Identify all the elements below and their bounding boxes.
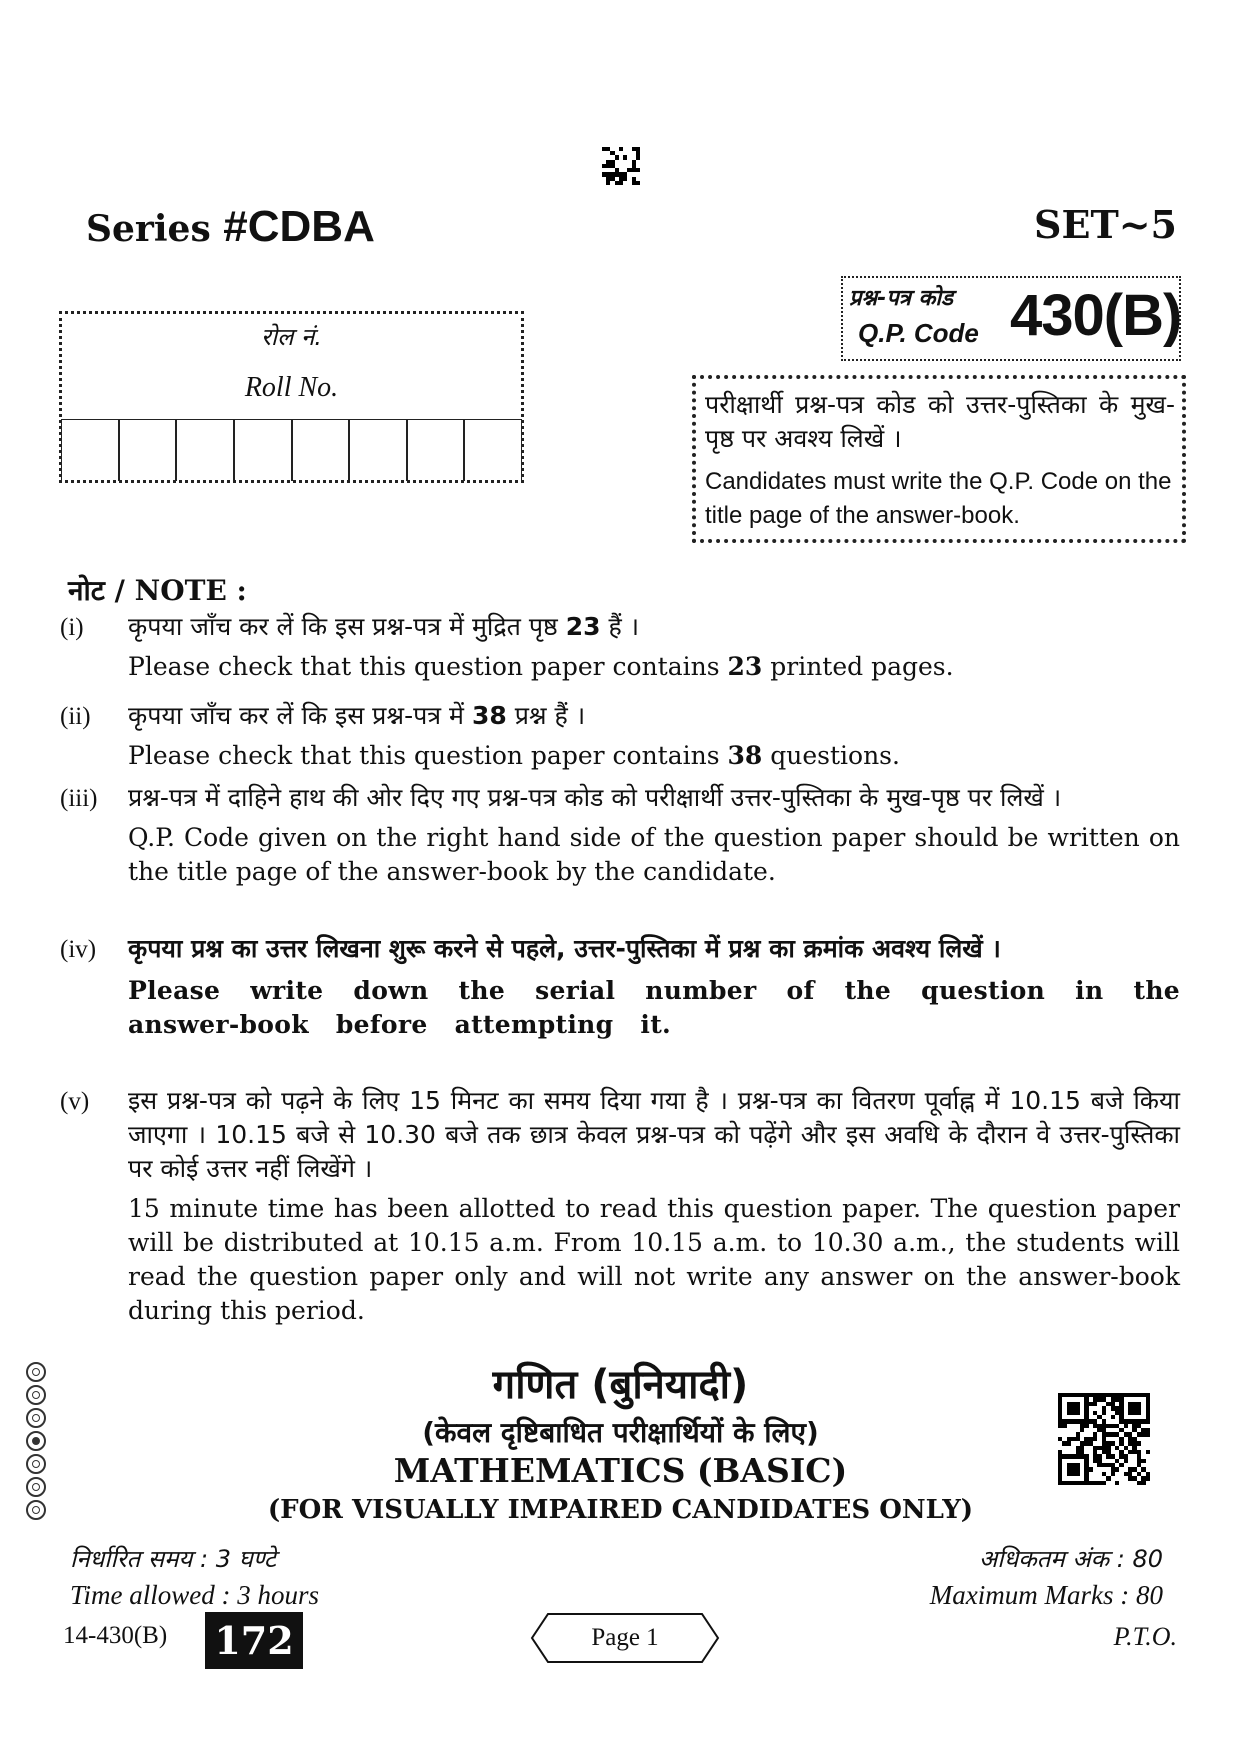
max-marks: Maximum Marks : 80 [929,1580,1163,1610]
series-prefix: Series [86,208,211,250]
roll-label: Roll No. [244,372,339,403]
note-heading: नोट / NOTE : [68,574,247,607]
max-marks-hindi: अधिकतम अंक : 80 [978,1545,1163,1573]
qr-code-small [602,147,640,185]
note-item-hindi: कृपया जाँच कर लें कि इस प्रश्न-पत्र में मुद्रित पृष्ठ 23 हैं । [128,612,640,641]
subject-title-hindi: गणित (बुनियादी) [492,1362,749,1408]
note-item-hindi: इस प्रश्न-पत्र को पढ़ने के लिए 15 मिनट का समय दिया गया है । प्रश्न-पत्र का वितरण पूर्वाह्न में 10.15 बजे किया जाएगा । 10.15 बजे से 10.30 बजे तक छात्र केवल प्रश्न-पत्र को पढ़ेंगे और इस अवधि के दौरान वे उत्तर-पुस्तिका पर कोई उत्तर नहीं लिखेंगे । [128,1086,1180,1183]
note-item-1 [128,610,1180,684]
note-item-label: (iv) [60,936,97,963]
set-label: SET~5 [1034,202,1177,247]
note-item-hindi: कृपया जाँच कर लें कि इस प्रश्न-पत्र में 38 प्रश्न हैं । [128,701,586,730]
note-item-english: Q.P. Code given on the right hand side of the question paper should be written on the title page of the answer-book by the candidate. [128,823,1180,886]
roll-cell[interactable] [119,419,177,481]
note-item-english: Please check that this question paper contains 23 printed pages. [128,652,954,681]
note-item-4 [128,932,1180,1042]
qp-code-value: 430(B) [1010,283,1182,348]
series-label [86,202,375,252]
note-item-hindi: प्रश्न-पत्र में दाहिने हाथ की ओर दिए गए प्रश्न-पत्र कोड को परीक्षार्थी उत्तर-पुस्तिका के मुख-पृष्ठ पर लिखें । [128,783,1062,812]
paper-code: 14-430(B) [63,1622,168,1649]
roll-cell[interactable] [234,419,292,481]
qp-code-instruction-hindi: परीक्षार्थी प्रश्न-पत्र कोड को उत्तर-पुस्तिका के मुख-पृष्ठ पर अवश्य लिखें । [705,390,1175,453]
note-item-label: (v) [60,1088,90,1115]
note-item-label: (iii) [60,785,98,812]
time-allowed: Time allowed : 3 hours [70,1580,320,1610]
roll-cell[interactable] [407,419,465,481]
roll-cell[interactable] [61,419,119,481]
note-item-hindi: कृपया प्रश्न का उत्तर लिखना शुरू करने से पहले, उत्तर-पुस्तिका में प्रश्न का क्रमांक अवश्य लिखें । [128,934,1001,963]
subject-subtitle-hindi: (केवल दृष्टिबाधित परीक्षार्थियों के लिए) [422,1416,819,1449]
roll-cell[interactable] [292,419,350,481]
pto-label: P.T.O. [1113,1622,1177,1651]
subject-subtitle: (FOR VISUALLY IMPAIRED CANDIDATES ONLY) [267,1495,974,1525]
time-allowed-hindi: निर्धारित समय : 3 घण्टे [70,1545,277,1573]
note-item-label: (ii) [60,703,91,730]
qr-code-large [1058,1393,1150,1485]
qp-code-label-hindi: प्रश्न-पत्र कोड [849,286,953,311]
note-item-2 [128,699,1180,773]
qp-code-instruction: Candidates must write the Q.P. Code on the title page of the answer-book. [705,468,1172,529]
subject-title: MATHEMATICS (BASIC) [393,1451,848,1490]
page-number [530,1612,720,1664]
roll-cell[interactable] [464,419,522,481]
roll-label-hindi: रोल नं. [261,323,322,351]
roll-cell[interactable] [349,419,407,481]
note-item-3 [128,781,1180,889]
note-item-5 [128,1084,1180,1328]
series-code: #CDBA [223,202,375,251]
qp-code-label: Q.P. Code [858,318,979,348]
roll-cell[interactable] [176,419,234,481]
note-item-label: (i) [60,614,84,641]
page-label: Page 1 [591,1624,659,1651]
roll-number-cells[interactable] [61,419,522,481]
note-item-english: Please write down the serial number of the question in the answer-book before attempting it. [128,976,1180,1039]
note-item-english: 15 minute time has been allotted to read this question paper. The question paper will be distributed at 10.15 a.m. From 10.15 a.m. to 10.30 a.m., the students will read the question paper only and will not write any answer on the answer-book during this period. [128,1194,1180,1325]
paper-number-badge: 172 [205,1612,303,1669]
note-item-english: Please check that this question paper contains 38 questions. [128,741,900,770]
